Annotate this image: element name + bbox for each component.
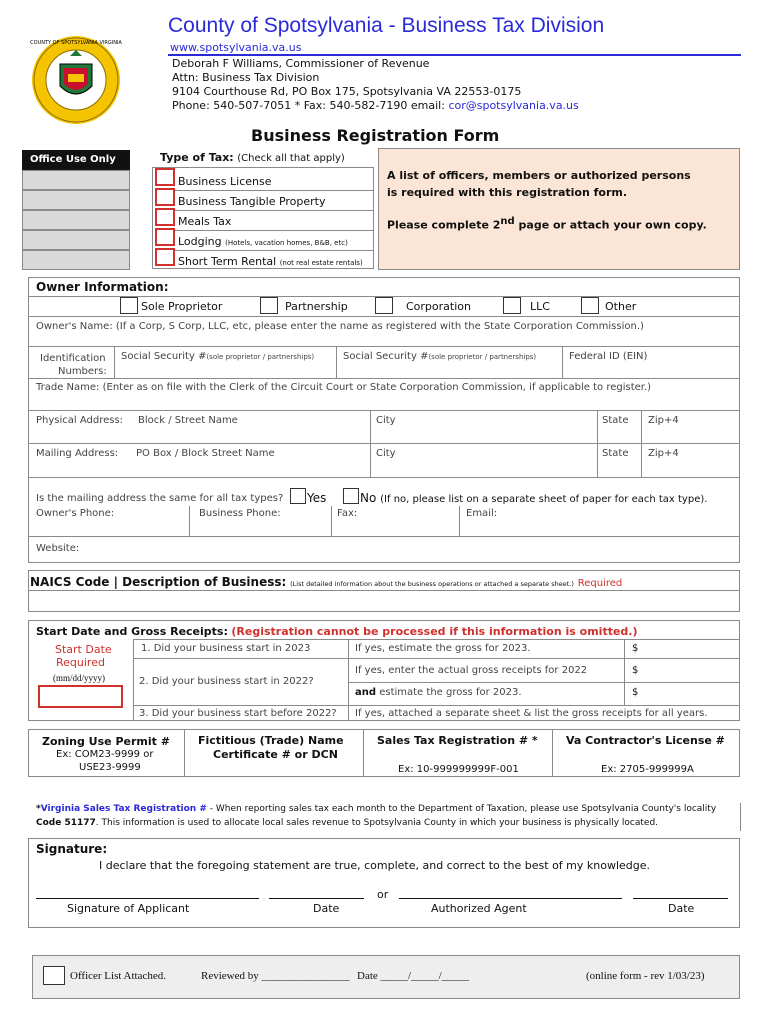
officers-note-sup: nd	[500, 216, 515, 227]
tax-row-divider	[174, 230, 374, 231]
officers-note-line1: A list of officers, members or authorized persons	[387, 169, 691, 182]
applicant-date-line[interactable]	[269, 898, 364, 899]
phone-divider	[189, 506, 190, 536]
virginia-note-code: Code 51177	[36, 818, 96, 828]
ssn-label-1: Social Security #	[121, 351, 207, 362]
start-date-label: Start Date and Gross Receipts:	[36, 625, 228, 638]
county-seal-logo	[30, 34, 122, 126]
owner-divider	[28, 378, 740, 379]
tax-row-divider	[174, 250, 374, 251]
business-license-label: Business License	[178, 175, 272, 188]
gross-answer-2b-and: and	[355, 687, 377, 698]
gross-dollar-2a[interactable]: $	[632, 665, 639, 676]
lodging-text: Lodging	[178, 235, 222, 248]
ssn-field-1[interactable]	[121, 351, 314, 362]
agent-date-line[interactable]	[633, 898, 728, 899]
gross-dollar-1[interactable]: $	[632, 643, 639, 654]
gross-divider	[348, 639, 349, 721]
officers-note-line3a: Please complete 2	[387, 218, 501, 232]
tax-row-divider	[174, 190, 374, 191]
physical-address-label: Physical Address:	[36, 415, 124, 426]
gross-divider	[133, 639, 740, 640]
zoning-permit-title: Zoning Use Permit #	[42, 735, 170, 748]
naics-description-field[interactable]	[30, 592, 738, 610]
mailing-city-field[interactable]: City	[376, 448, 396, 459]
form-revision: (online form - rev 1/03/23)	[586, 970, 705, 982]
gross-dollar-2b[interactable]: $	[632, 687, 639, 698]
llc-checkbox[interactable]	[503, 297, 521, 314]
partnership-label: Partnership	[285, 300, 348, 313]
owner-divider	[28, 346, 740, 347]
signature-or: or	[377, 888, 389, 901]
same-address-no-text: No	[360, 491, 377, 505]
authorized-agent-label: Authorized Agent	[431, 902, 527, 915]
header-address: 9104 Courthouse Rd, PO Box 175, Spotsylvania VA 22553-0175	[172, 85, 522, 98]
gross-question-1: 1. Did your business start in 2023	[141, 643, 311, 654]
same-address-yes-checkbox[interactable]	[290, 488, 306, 504]
llc-label: LLC	[530, 300, 550, 313]
owner-divider	[28, 443, 740, 444]
owner-information-heading: Owner Information:	[36, 280, 169, 294]
other-checkbox[interactable]	[581, 297, 599, 314]
officers-note-line3	[387, 216, 707, 232]
fax-field[interactable]: Fax:	[337, 508, 358, 519]
permit-divider	[184, 729, 185, 777]
sales-tax-example: Ex: 10-999999999F-001	[398, 764, 519, 775]
type-of-tax-label: Type of Tax:	[160, 151, 234, 164]
business-license-checkbox[interactable]	[155, 168, 175, 186]
gross-question-3: 3. Did your business start before 2022?	[139, 708, 337, 719]
identification-label-1: Identification	[40, 353, 106, 364]
corporation-checkbox[interactable]	[375, 297, 393, 314]
start-date-required-1: Start Date	[55, 643, 112, 656]
officer-list-attached-checkbox[interactable]	[43, 966, 65, 985]
ssn-field-2[interactable]	[343, 351, 536, 362]
signature-declaration: I declare that the foregoing statement are true, complete, and correct to the best of my knowledge.	[99, 859, 651, 872]
physical-street-field[interactable]: Block / Street Name	[138, 415, 238, 426]
office-use-field-1[interactable]	[22, 170, 130, 190]
officers-note-line3b: page or attach your own copy.	[514, 218, 707, 232]
id-divider	[114, 346, 115, 378]
lodging-checkbox[interactable]	[155, 228, 175, 246]
virginia-note-text2: . This information is used to allocate local sales revenue to Spotsylvania County in which your business is physically located.	[95, 818, 659, 828]
ssn-hint-1: (sole proprietor / partnerships)	[206, 353, 315, 361]
mailing-address-label: Mailing Address:	[36, 448, 119, 459]
header-website-link[interactable]: www.spotsylvania.va.us	[170, 41, 302, 54]
phone-divider	[459, 506, 460, 536]
header-title: County of Spotsylvania - Business Tax Division	[168, 14, 605, 37]
header-attn: Attn: Business Tax Division	[172, 71, 320, 84]
gross-divider	[133, 658, 740, 659]
office-use-field-3[interactable]	[22, 210, 130, 230]
business-tangible-property-checkbox[interactable]	[155, 188, 175, 206]
sole-proprietor-checkbox[interactable]	[120, 297, 138, 314]
ssn-label-2: Social Security #	[343, 351, 429, 362]
owner-divider	[28, 536, 740, 537]
type-of-tax-heading	[160, 151, 345, 164]
other-label: Other	[605, 300, 637, 313]
start-date-format: (mm/dd/yyyy)	[53, 673, 105, 683]
start-date-input[interactable]	[38, 685, 123, 708]
contractor-license-example: Ex: 2705-999999A	[601, 764, 694, 775]
gross-divider	[624, 639, 625, 705]
ssn-hint-2: (sole proprietor / partnerships)	[428, 353, 537, 361]
mailing-street-field[interactable]: PO Box / Block Street Name	[136, 448, 275, 459]
officers-note-line2: is required with this registration form.	[387, 186, 628, 199]
lodging-label	[178, 235, 348, 248]
corporation-label: Corporation	[406, 300, 471, 313]
same-address-yes-label: Yes	[307, 491, 327, 505]
gross-divider	[133, 639, 134, 721]
type-of-tax-hint: (Check all that apply)	[237, 153, 345, 164]
gross-answer-2b	[355, 687, 522, 698]
virginia-sales-tax-note-2	[36, 818, 658, 828]
applicant-date-label: Date	[313, 902, 340, 915]
id-divider	[336, 346, 337, 378]
owner-name-field[interactable]: Owner's Name: (If a Corp, S Corp, LLC, etc, please enter the name as registered with the State Corporation Commission.)	[36, 321, 644, 332]
partnership-checkbox[interactable]	[260, 297, 278, 314]
sole-proprietor-label: Sole Proprietor	[141, 300, 223, 313]
naics-hint: (List detailed information about the business operations or attached a separate sheet.)	[290, 580, 574, 588]
gross-answer-3: If yes, attached a separate sheet & list the gross receipts for all years.	[355, 708, 708, 719]
gross-answer-1: If yes, estimate the gross for 2023.	[355, 643, 531, 654]
same-address-no-label	[360, 491, 707, 505]
fictitious-name-title-2: Certificate # or DCN	[213, 748, 338, 761]
tax-row-divider	[174, 210, 374, 211]
header-commissioner: Deborah F Williams, Commissioner of Revenue	[172, 57, 430, 70]
gross-answer-2a: If yes, enter the actual gross receipts for 2022	[355, 665, 588, 676]
short-term-rental-checkbox[interactable]	[155, 248, 175, 266]
email-field[interactable]: Email:	[466, 508, 498, 519]
permit-divider	[552, 729, 553, 777]
fictitious-name-title-1: Fictitious (Trade) Name	[198, 734, 344, 747]
phone-divider	[331, 506, 332, 536]
virginia-note-star: *	[36, 804, 41, 814]
physical-zip-field[interactable]: Zip+4	[648, 415, 679, 426]
sales-tax-title: Sales Tax Registration # *	[377, 734, 538, 747]
owner-divider	[28, 477, 740, 478]
owner-divider	[28, 316, 740, 317]
gross-divider	[348, 682, 740, 683]
agent-signature-line[interactable]	[399, 898, 622, 899]
business-tangible-property-label: Business Tangible Property	[178, 195, 326, 208]
agent-date-label: Date	[668, 902, 695, 915]
office-use-field-2[interactable]	[22, 190, 130, 210]
start-date-heading	[36, 625, 638, 638]
meals-tax-label: Meals Tax	[178, 215, 232, 228]
gross-question-2: 2. Did your business start in 2022?	[139, 676, 314, 687]
physical-state-field[interactable]: State	[602, 415, 629, 426]
mailing-state-field[interactable]: State	[602, 448, 629, 459]
business-phone-field[interactable]: Business Phone:	[199, 508, 281, 519]
office-use-label: Office Use Only	[30, 154, 116, 165]
naics-label: NAICS Code | Description of Business:	[30, 575, 287, 589]
header-phone-text: Phone: 540-507-7051 * Fax: 540-582-7190 email:	[172, 99, 449, 112]
federal-id-field[interactable]: Federal ID (EIN)	[569, 351, 648, 362]
virginia-sales-tax-note-1	[36, 804, 716, 814]
trade-name-field[interactable]: Trade Name: (Enter as on file with the Clerk of the Circuit Court or State Corporation Commission, if applicable to register.)	[36, 382, 652, 393]
naics-required: Required	[577, 578, 623, 589]
header-email-link[interactable]: cor@spotsylvania.va.us	[448, 99, 579, 112]
office-use-field-5[interactable]	[22, 250, 130, 270]
lodging-hint: (Hotels, vacation homes, B&B, etc)	[225, 239, 348, 247]
review-date-field[interactable]: Date _____/_____/_____	[357, 970, 470, 982]
contractor-license-title: Va Contractor's License #	[566, 734, 725, 747]
signature-of-applicant-label: Signature of Applicant	[67, 902, 190, 915]
officers-note-box	[378, 148, 740, 270]
same-address-no-checkbox[interactable]	[343, 488, 359, 504]
permit-divider	[363, 729, 364, 777]
note-edge	[740, 803, 741, 831]
zoning-permit-example-2: USE23-9999	[79, 762, 141, 773]
applicant-signature-line[interactable]	[36, 898, 259, 899]
short-term-rental-text: Short Term Rental	[178, 255, 277, 268]
short-term-rental-label	[178, 255, 363, 268]
virginia-note-title: Virginia Sales Tax Registration #	[40, 804, 207, 814]
website-field[interactable]: Website:	[36, 543, 80, 554]
same-address-no-note: (If no, please list on a separate sheet of paper for each tax type).	[380, 494, 708, 505]
officer-list-attached-label: Officer List Attached.	[70, 970, 167, 982]
virginia-note-text1: - When reporting sales tax each month to the Department of Taxation, please use Spotsylvania County's locality	[206, 804, 717, 814]
form-title: Business Registration Form	[251, 126, 500, 145]
header-phone	[172, 99, 579, 112]
same-address-question: Is the mailing address the same for all tax types?	[36, 493, 284, 504]
physical-city-field[interactable]: City	[376, 415, 396, 426]
start-date-warning: (Registration cannot be processed if this information is omitted.)	[231, 625, 638, 638]
meals-tax-checkbox[interactable]	[155, 208, 175, 226]
seal-text: COUNTY OF SPOTSYLVANIA VIRGINIA	[30, 40, 122, 46]
naics-heading	[30, 575, 622, 589]
short-term-rental-hint: (not real estate rentals)	[279, 259, 363, 267]
naics-divider	[28, 590, 740, 591]
header-rule	[168, 54, 741, 56]
mailing-zip-field[interactable]: Zip+4	[648, 448, 679, 459]
identification-label-2: Numbers:	[58, 366, 107, 377]
zoning-permit-example-1: Ex: COM23-9999 or	[56, 749, 154, 760]
owner-divider	[28, 410, 740, 411]
reviewed-by-field[interactable]: Reviewed by ________________	[201, 970, 350, 982]
office-use-label-box	[22, 150, 130, 170]
office-use-field-4[interactable]	[22, 230, 130, 250]
start-date-required-2: Required	[56, 656, 105, 669]
gross-divider	[133, 705, 740, 706]
signature-heading: Signature:	[36, 842, 108, 856]
owners-phone-field[interactable]: Owner's Phone:	[36, 508, 115, 519]
id-divider	[562, 346, 563, 378]
gross-answer-2b-text: estimate the gross for 2023.	[376, 687, 522, 698]
